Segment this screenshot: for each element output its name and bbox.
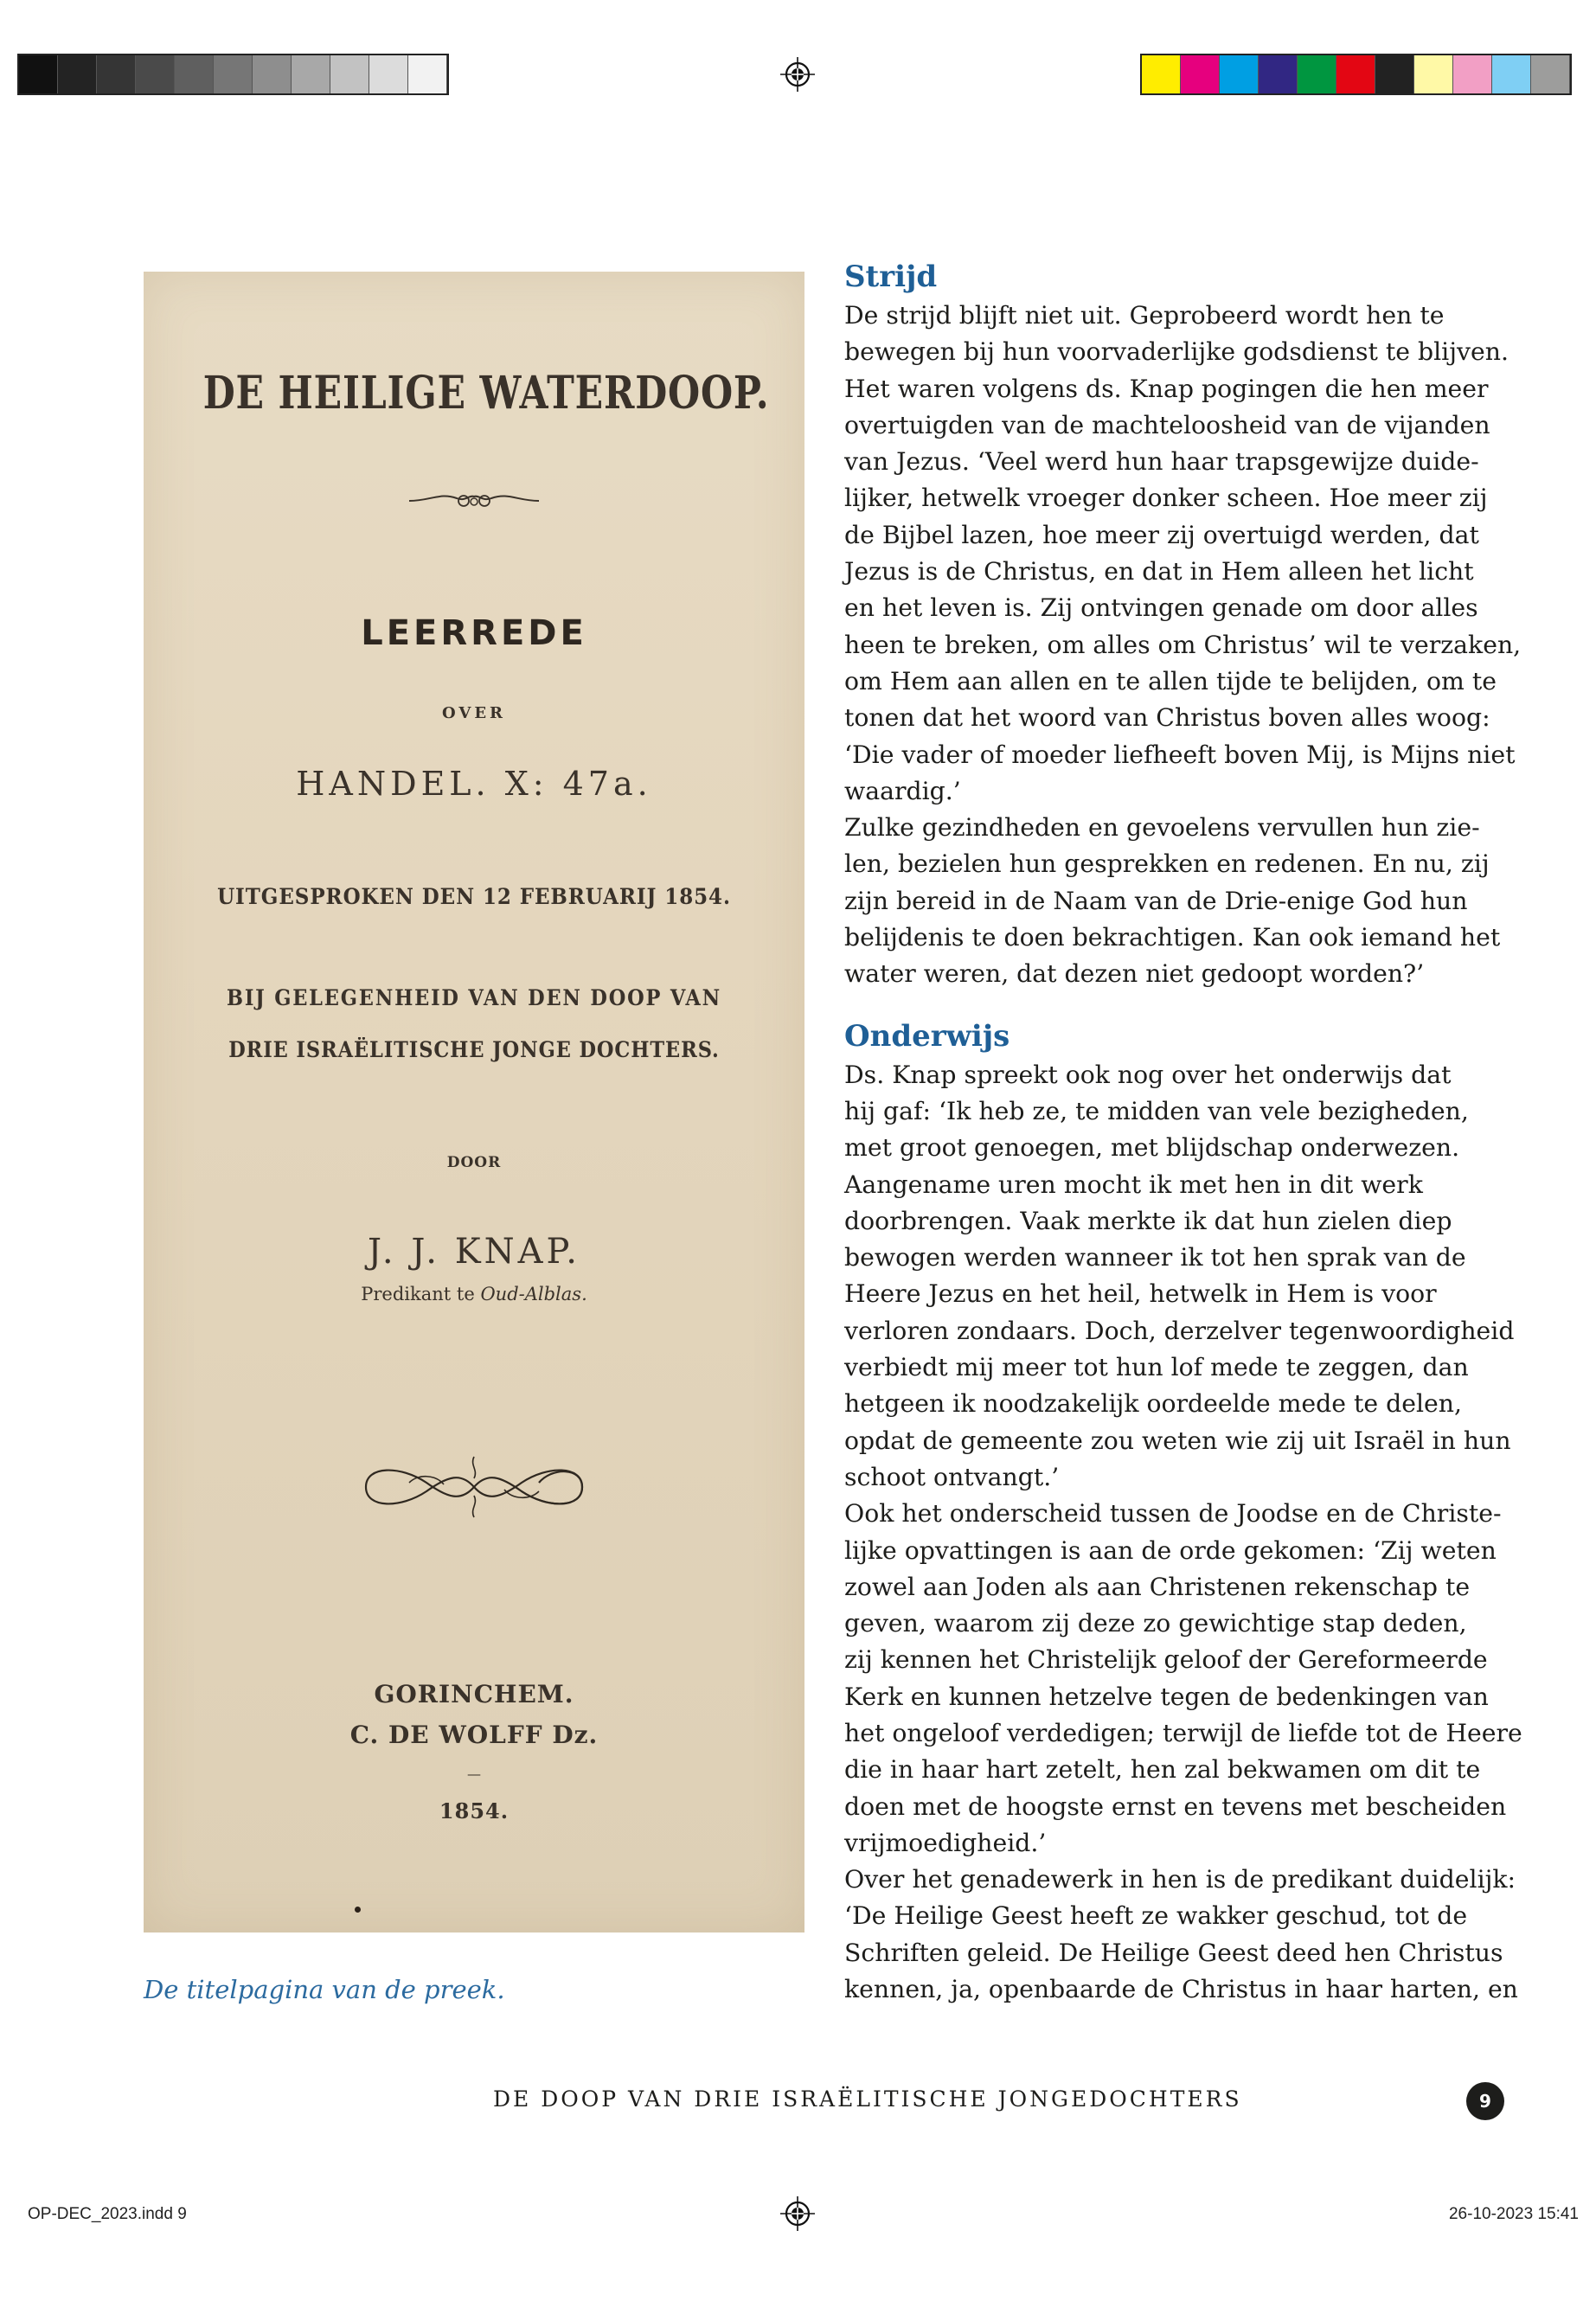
text-line: van Jezus. ‘Veel werd hun haar trapsgewijze duide- bbox=[844, 447, 1479, 477]
grayscale-swatch bbox=[330, 55, 369, 93]
color-swatch bbox=[1453, 55, 1492, 93]
text-line: het ongeloof verdedigen; terwijl de liefde tot de Heere bbox=[844, 1718, 1522, 1747]
registration-mark-icon bbox=[780, 57, 815, 92]
section-body-strijd bbox=[844, 298, 1528, 993]
section-heading-strijd: Strijd bbox=[844, 260, 938, 294]
text-line: ‘De Heilige Geest heeft ze wakker geschud, tot de bbox=[844, 1901, 1468, 1931]
title-page-door: DOOR bbox=[446, 1154, 502, 1171]
title-page-predikant bbox=[144, 1284, 804, 1304]
slug-file-info: OP-DEC_2023.indd 9 bbox=[28, 2205, 187, 2223]
title-page-main-title: DE HEILIGE WATERDOOP. bbox=[202, 367, 770, 420]
text-line: de Bijbel lazen, hoe meer zij overtuigd werden, dat bbox=[844, 520, 1479, 549]
text-line: met groot genoegen, met blijdschap onderwezen. bbox=[844, 1133, 1460, 1163]
text-line: Zulke gezindheden en gevoelens vervullen hun zie- bbox=[844, 813, 1480, 843]
text-line: die in haar hart zetelt, hen zal bekwamen om dit te bbox=[844, 1755, 1481, 1785]
text-line: en het leven is. Zij ontvingen genade om door alles bbox=[844, 593, 1478, 623]
sermon-title-page-image bbox=[144, 272, 804, 1932]
grayscale-swatch bbox=[253, 55, 292, 93]
title-page-date-line: UITGESPROKEN DEN 12 FEBRUARIJ 1854. bbox=[217, 884, 731, 909]
title-page-author: J. J. KNAP. bbox=[367, 1232, 580, 1272]
color-calibration-bar bbox=[1140, 54, 1572, 95]
grayscale-swatch bbox=[136, 55, 175, 93]
title-page-year: 1854. bbox=[439, 1798, 510, 1823]
text-line: Jezus is de Christus, en dat in Hem alleen het licht bbox=[844, 557, 1474, 586]
predikant-label: Predikant te bbox=[361, 1284, 475, 1304]
text-line: Ds. Knap spreekt ook nog over het onderwijs dat bbox=[844, 1060, 1452, 1089]
grayscale-swatch bbox=[175, 55, 214, 93]
grayscale-swatch bbox=[408, 55, 447, 93]
text-line: Schriften geleid. De Heilige Geest deed hen Christus bbox=[844, 1938, 1503, 1967]
section-heading-onderwijs: Onderwijs bbox=[844, 1018, 1010, 1054]
text-line: bewegen bij hun voorvaderlijke godsdienst te blijven. bbox=[844, 337, 1509, 367]
title-page-city: GORINCHEM. bbox=[374, 1680, 574, 1708]
ornament-swirl-icon bbox=[144, 488, 804, 517]
color-swatch bbox=[1142, 55, 1181, 93]
text-line: ‘Die vader of moeder liefheeft boven Mij, is Mijns niet bbox=[844, 740, 1516, 769]
text-line: doorbrengen. Vaak merkte ik dat hun zielen diep bbox=[844, 1206, 1452, 1235]
title-page-leerrede: LEERREDE bbox=[361, 613, 587, 653]
text-line: hetgeen ik noodzakelijk oordeelde mede te delen, bbox=[844, 1389, 1462, 1419]
predikant-place: Oud-Alblas. bbox=[480, 1284, 587, 1304]
slug-datetime: 26-10-2023 15:41 bbox=[1448, 2205, 1579, 2223]
grayscale-swatch bbox=[19, 55, 58, 93]
text-line: doen met de hoogste ernst en tevens met bescheiden bbox=[844, 1791, 1507, 1821]
text-line: belijdenis te doen bekrachtigen. Kan ook iemand het bbox=[844, 923, 1501, 952]
grayscale-swatch bbox=[214, 55, 253, 93]
text-line: schoot ontvangt.’ bbox=[844, 1462, 1060, 1491]
text-line: verbiedt mij meer tot hun lof mede te zeggen, dan bbox=[844, 1353, 1469, 1382]
color-swatch bbox=[1298, 55, 1336, 93]
title-page-daughters-line: DRIE ISRAËLITISCHE JONGE DOCHTERS. bbox=[228, 1037, 720, 1062]
running-footer-title: DE DOOP VAN DRIE ISRAËLITISCHE JONGEDOCHTERS bbox=[493, 2086, 1242, 2112]
text-line: waardig.’ bbox=[844, 776, 961, 805]
title-page-dash: — bbox=[467, 1766, 481, 1782]
text-line: zijn bereid in de Naam van de Drie-enige God hun bbox=[844, 886, 1468, 915]
text-line: De strijd blijft niet uit. Geprobeerd wordt hen te bbox=[844, 301, 1445, 330]
grayscale-swatch bbox=[369, 55, 408, 93]
text-line: Kerk en kunnen hetzelve tegen de bedenkingen van bbox=[844, 1682, 1489, 1711]
color-swatch bbox=[1181, 55, 1220, 93]
text-line: heen te breken, om alles om Christus’ wil te verzaken, bbox=[844, 630, 1522, 659]
text-line: water weren, dat dezen niet gedoopt worden?’ bbox=[844, 959, 1425, 989]
text-line: hij gaf: ‘Ik heb ze, te midden van vele bezigheden, bbox=[844, 1096, 1469, 1125]
text-line: om Hem aan allen en te allen tijde te belijden, om te bbox=[844, 666, 1497, 695]
text-line: Over het genadewerk in hen is de predikant duidelijk: bbox=[844, 1865, 1516, 1894]
ornament-flourish-icon bbox=[144, 1448, 804, 1529]
image-caption: De titelpagina van de preek. bbox=[144, 1975, 505, 2004]
color-swatch bbox=[1531, 55, 1570, 93]
section-body-onderwijs bbox=[844, 1057, 1528, 2009]
text-line: lijker, hetwelk vroeger donker scheen. Hoe meer zij bbox=[844, 484, 1488, 513]
registration-mark-icon bbox=[780, 2196, 815, 2231]
color-swatch bbox=[1414, 55, 1453, 93]
page-number: 9 bbox=[1466, 2082, 1504, 2120]
title-page-publisher: C. DE WOLFF Dz. bbox=[349, 1721, 599, 1749]
grayscale-calibration-bar bbox=[17, 54, 449, 95]
text-line: lijke opvattingen is aan de orde gekomen: ‘Zij weten bbox=[844, 1535, 1497, 1565]
text-line: kennen, ja, openbaarde de Christus in haar harten, en bbox=[844, 1975, 1518, 2004]
text-line: Het waren volgens ds. Knap pogingen die hen meer bbox=[844, 374, 1489, 403]
color-swatch bbox=[1492, 55, 1531, 93]
article-column bbox=[844, 256, 1528, 2008]
text-line: zij kennen het Christelijk geloof der Gereformeerde bbox=[844, 1645, 1488, 1675]
grayscale-swatch bbox=[58, 55, 97, 93]
ink-dot bbox=[355, 1907, 361, 1913]
text-line: verloren zondaars. Doch, derzelver tegenwoordigheid bbox=[844, 1316, 1515, 1345]
title-page-over: OVER bbox=[441, 704, 506, 722]
text-line: vrijmoedigheid.’ bbox=[844, 1828, 1047, 1857]
color-swatch bbox=[1259, 55, 1298, 93]
text-line: Heere Jezus en het heil, hetwelk in Hem is voor bbox=[844, 1279, 1437, 1309]
text-line: len, bezielen hun gesprekken en redenen. En nu, zij bbox=[844, 849, 1490, 879]
text-line: geven, waarom zij deze zo gewichtige stap deden, bbox=[844, 1609, 1467, 1638]
title-page-scripture-reference: HANDEL. X: 47a. bbox=[296, 765, 652, 803]
text-line: tonen dat het woord van Christus boven alles woog: bbox=[844, 703, 1490, 733]
color-swatch bbox=[1220, 55, 1259, 93]
text-line: Aangename uren mocht ik met hen in dit werk bbox=[844, 1170, 1423, 1199]
text-line: opdat de gemeente zou weten wie zij uit Israël in hun bbox=[844, 1426, 1511, 1455]
text-line: zowel aan Joden als aan Christenen rekenschap te bbox=[844, 1572, 1471, 1601]
color-swatch bbox=[1375, 55, 1414, 93]
text-line: Ook het onderscheid tussen de Joodse en de Christe- bbox=[844, 1499, 1502, 1529]
grayscale-swatch bbox=[292, 55, 330, 93]
grayscale-swatch bbox=[97, 55, 136, 93]
title-page-occasion-line: BIJ GELEGENHEID VAN DEN DOOP VAN bbox=[226, 985, 721, 1010]
color-swatch bbox=[1336, 55, 1375, 93]
text-line: bewogen werden wanneer ik tot hen sprak van de bbox=[844, 1243, 1466, 1272]
text-line: overtuigden van de machteloosheid van de vijanden bbox=[844, 410, 1490, 439]
